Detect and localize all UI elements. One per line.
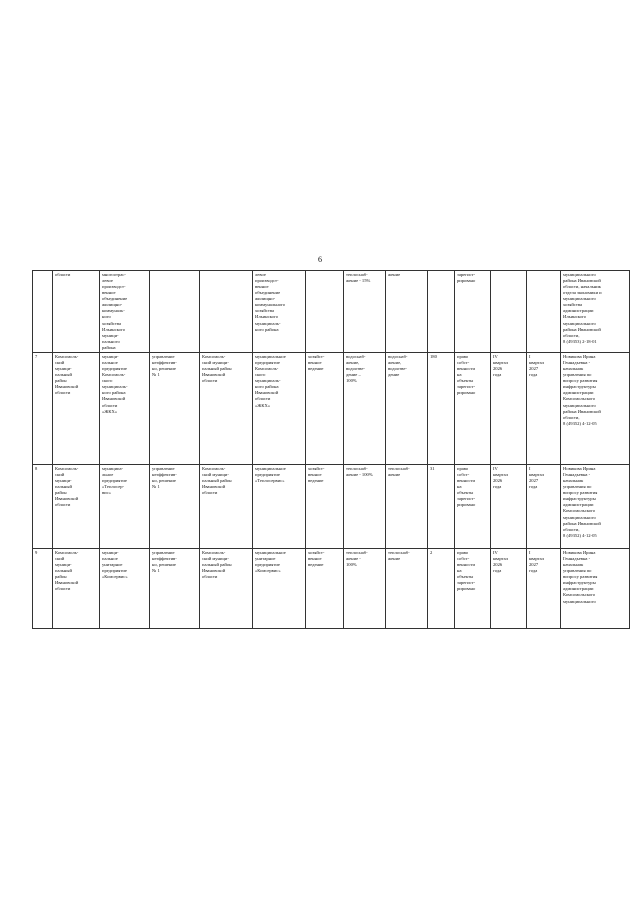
table-cell: муниципальное унитарное предприятие «Комсервис» xyxy=(253,549,306,629)
table-cell: I квартал 2027 года xyxy=(527,465,561,549)
table-cell: теплоснаб- жение xyxy=(386,549,428,629)
table-cell xyxy=(428,271,455,353)
table-cell: I квартал 2027 года xyxy=(527,549,561,629)
table-cell: области xyxy=(53,271,100,353)
table-cell: Новикова Ирина Геннадьевна - начальник управления по вопросу развития инфраструктуры администрации Комсомольского муниципального района Ивановской области, 8 (49352) 4-12-05 xyxy=(561,465,630,549)
table-cell: муниципального района Ивановской области, начальник отдела экономики и муниципального хозяйства администрации Ильинского муниципального района Ивановской области, 8 (49353) 2-18-01 xyxy=(561,271,630,353)
table-row xyxy=(33,549,630,629)
table-cell: Комсомоль- ский муници- пальный район Ивановской области xyxy=(200,465,253,549)
table-cell: 2 xyxy=(428,549,455,629)
table-cell xyxy=(527,271,561,353)
table-cell: IV квартал 2026 года xyxy=(491,465,527,549)
table-cell: право собст- венности на объекты зарегист- рировано xyxy=(455,465,491,549)
table-cell: 31 xyxy=(428,465,455,549)
registry-table xyxy=(32,270,630,629)
table-cell: IV квартал 2026 года xyxy=(491,549,527,629)
table-cell: управление неэффектив- но, решение № 1 xyxy=(150,353,200,465)
table-cell: теплоснаб- жение - 100% xyxy=(344,549,386,629)
table-cell: Комсомоль- ский муници- пальный район Ивановской области xyxy=(200,549,253,629)
table-cell: 180 xyxy=(428,353,455,465)
table-cell: Комсомоль- ский муници- пальный район Ивановской области xyxy=(53,549,100,629)
table-cell: право собст- венности на объекты зарегист- рировано xyxy=(455,549,491,629)
table-cell: левое производст- венное объединение жилищно- коммунального хозяйства Ильинского муниципаль- ного района xyxy=(253,271,306,353)
row-number-cell: 7 xyxy=(33,353,53,465)
page-number: 6 xyxy=(318,255,322,264)
table-cell: теплоснаб- жение - 100% xyxy=(344,465,386,549)
table-cell: Новикова Ирина Геннадьевна - начальник управления по вопросу развития инфраструктуры администрации Комсомольского муниципального xyxy=(561,549,630,629)
table-cell: IV квартал 2026 года xyxy=(491,353,527,465)
table-cell: Новикова Ирина Геннадьевна - начальник управления по вопросу развития инфраструктуры администрации Комсомольского муниципального района Ивановской области, 8 (49352) 4-12-05 xyxy=(561,353,630,465)
table-cell: управление неэффектив- но, решение № 1 xyxy=(150,465,200,549)
table-cell xyxy=(491,271,527,353)
table-cell: водоснаб- жение, водоотве- дение – 100% xyxy=(344,353,386,465)
table-cell: многоотрас- левое производст- венное объединение жилищно- коммуналь- ного хозяйства Ильинского муници- пального района xyxy=(100,271,150,353)
table-cell xyxy=(306,271,344,353)
table-cell: Комсомоль- ский муници- пальный район Ивановской области xyxy=(53,353,100,465)
table-cell: теплоснаб- жение - 15% xyxy=(344,271,386,353)
table-cell: управление неэффектив- но, решение № 1 xyxy=(150,549,200,629)
table-cell: муници- пальное предприятие Комсомоль- ского муниципаль- ного района Ивановской области «ЖКХ» xyxy=(100,353,150,465)
table-cell: муниципальное предприятие «Теплосервис» xyxy=(253,465,306,549)
table-cell: Комсомоль- ский муници- пальный район Ивановской области xyxy=(200,353,253,465)
table-row xyxy=(33,271,630,353)
table-cell: хозяйст- венное ведение xyxy=(306,353,344,465)
table-cell: муници- пальное унитарное предприятие «Комсервис» xyxy=(100,549,150,629)
table-cell: I квартал 2027 года xyxy=(527,353,561,465)
table-cell: право собст- венности на объекты зарегист- рировано xyxy=(455,353,491,465)
row-number-cell xyxy=(33,271,53,353)
table-cell: хозяйст- венное ведение xyxy=(306,465,344,549)
row-number-cell: 8 xyxy=(33,465,53,549)
table-cell: зарегист- рировано xyxy=(455,271,491,353)
table-cell: водоснаб- жение, водоотве- дение xyxy=(386,353,428,465)
table-cell xyxy=(200,271,253,353)
table-cell xyxy=(150,271,200,353)
table-cell: муниципальное предприятие Комсомоль- ского муниципаль- ного района Ивановской области «ЖКХ» xyxy=(253,353,306,465)
table-cell: муниципа- льное предприятие «Теплосер- вис» xyxy=(100,465,150,549)
table-cell: жение xyxy=(386,271,428,353)
table-cell: теплоснаб- жение xyxy=(386,465,428,549)
table-cell: Комсомоль- ский муници- пальный район Ивановской области xyxy=(53,465,100,549)
table-row xyxy=(33,353,630,465)
row-number-cell: 9 xyxy=(33,549,53,629)
table-cell: хозяйст- венное ведение xyxy=(306,549,344,629)
table-row xyxy=(33,465,630,549)
